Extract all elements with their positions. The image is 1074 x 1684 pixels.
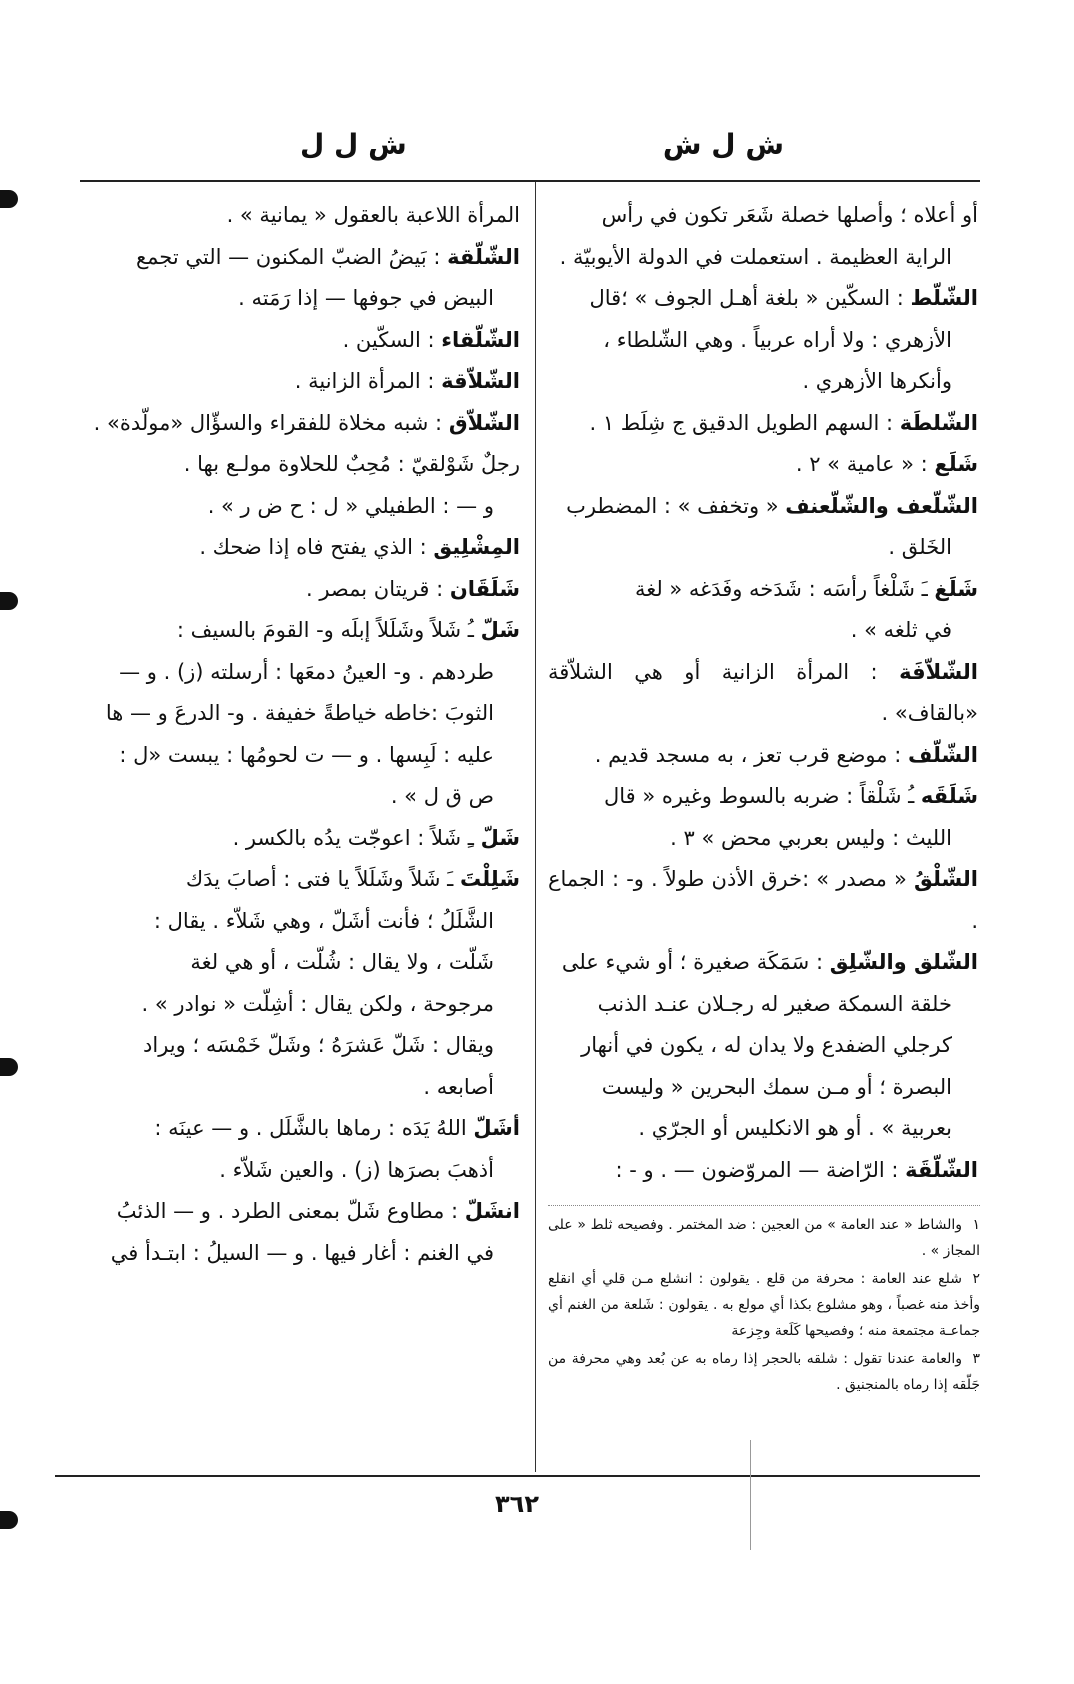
left-column <box>70 195 520 1274</box>
headword: شَلَع <box>934 452 978 476</box>
definition-text: شَلّت ، ولا يقال : شُلّت ، أو هي لغة <box>190 950 494 974</box>
headword: الشّلاّق <box>448 410 520 435</box>
binding-hole-mark <box>0 1058 18 1076</box>
definition-text: : الذي يفتح فاه إذا ضحك . <box>199 535 434 559</box>
entry-line <box>548 320 978 362</box>
definition-text: في الغنم : أغار فيها . و — السيلُ : ابتـدأ في <box>110 1240 494 1265</box>
footnote-text: والشاط « عند العامة » من العجين : ضد المختمر . وفصيحه ثلط « على المجاز » . <box>548 1217 980 1259</box>
headword: الشّلّف <box>907 742 978 767</box>
footnote <box>548 1346 980 1398</box>
definition-text: مرجوحة ، ولكن يقال : أشِلّت « نوادر » . <box>141 991 494 1016</box>
binding-hole-mark <box>0 190 18 208</box>
definition-text: في ثلغه » . <box>850 618 952 642</box>
entry-line <box>70 278 520 320</box>
headword: الشّلّقَة <box>905 1157 978 1182</box>
footnote <box>548 1212 980 1264</box>
entry-line <box>548 403 978 445</box>
definition-text: كرجلي الضفدع ولا يدان له ، يكون في أنهار <box>581 1033 952 1057</box>
entry-line <box>548 195 978 237</box>
entry-line <box>70 776 520 818</box>
entry-line <box>548 942 978 984</box>
headword: الشّلّط <box>910 286 978 310</box>
definition-text: اللهُ يَدَه : رماها بالشَّلَل . و — عينَه : <box>154 1116 474 1140</box>
entry-line <box>548 278 978 320</box>
entry-line <box>70 1108 520 1150</box>
definition-text: رجلٌ شَوْلقيّ : مُحِبٌ للحلاوة مولـع بها . <box>183 452 520 476</box>
definition-text: : بَيضُ الضبّ المكنون — التي تجمع <box>135 244 448 269</box>
definition-text: البصرة ؛ أو مـن سمك البحرين « وليست <box>601 1074 952 1099</box>
entry-line <box>70 859 520 901</box>
definition-text: المرأة اللاعبة بالعقول « يمانية » . <box>226 203 520 227</box>
entry-line <box>70 1025 520 1067</box>
footnote-number: ١ <box>972 1217 980 1233</box>
entry-line <box>70 527 520 569</box>
definition-text: ـَ شَلْغاً رأسَه : شَدَخه وفَدَغه « لغة <box>634 576 935 601</box>
entry-line <box>70 444 520 486</box>
entry-line <box>70 818 520 860</box>
footnote <box>548 1266 980 1344</box>
entry-line <box>70 237 520 279</box>
entry-line <box>70 403 520 445</box>
entry-line <box>70 1150 520 1192</box>
headword: الشّلّعف والشّلّعنف <box>785 493 978 518</box>
definition-text: بعربية » . أو هو الانكليس أو الجرّي . <box>638 1116 952 1140</box>
right-column <box>548 195 978 1191</box>
entry-line <box>70 361 520 403</box>
definition-text: عليه : لَبِسها . و — ت لحومُها : يبست «ل : <box>119 742 494 767</box>
headword: شَلِلْتَ <box>459 867 520 891</box>
entry-line <box>548 444 978 486</box>
entry-line <box>548 527 978 569</box>
entry-line <box>548 610 978 652</box>
entry-line <box>548 984 978 1026</box>
definition-text: الخَلق . <box>888 535 952 559</box>
headword: الشّلق والشّلِق <box>829 950 978 974</box>
entry-line <box>70 1191 520 1233</box>
entry-line <box>70 652 520 694</box>
running-head-left: ش ل ل <box>300 128 407 161</box>
definition-text: الأزهري : ولا أراه عربياً . وهي الشّلطاء ، <box>603 327 952 352</box>
definition-text: ـَ شَلاً وشَلَلاً يا فتى : أصابَ يدَك <box>185 867 460 891</box>
entry-line <box>548 361 978 403</box>
entry-line <box>548 569 978 611</box>
headword: شَلَغ <box>934 576 978 601</box>
binding-hole-mark <box>0 592 18 610</box>
headword: الشّلّقاء <box>441 327 520 352</box>
entry-line <box>70 569 520 611</box>
headword: شَلّ <box>480 618 520 642</box>
entry-line <box>70 984 520 1026</box>
entry-line <box>70 1067 520 1109</box>
headword: المِشْلِيق <box>433 535 520 559</box>
definition-text: : السكّين . <box>342 327 442 352</box>
entry-line <box>548 1025 978 1067</box>
definition-text: : موضع قرب تعز ، به مسجد قديم . <box>594 742 908 767</box>
definition-text: : « عامية » ٢ . <box>795 452 935 476</box>
entry-line <box>70 195 520 237</box>
header-rule <box>80 180 980 182</box>
entry-line <box>548 818 978 860</box>
definition-text: طردهم . و- العينُ دمعَها : أرسلته (ز) . و — <box>119 659 494 684</box>
entry-line <box>548 776 978 818</box>
definition-text: « وتخفف » : المضطرب <box>566 493 786 518</box>
definition-text: الراية العظيمة . استعملت في الدولة الأيوبيّة . <box>559 244 952 269</box>
page-number: ٣٦٢ <box>495 1490 539 1518</box>
binding-hole-mark <box>0 1511 18 1529</box>
footnote-number: ٣ <box>972 1351 980 1367</box>
headword: الشّلطَة <box>899 410 978 435</box>
headword: الشّلْقُ <box>914 867 978 891</box>
entry-line <box>548 486 978 528</box>
definition-text: : السكّين « بلغة أهـل الجوف » ؛قال <box>589 286 911 310</box>
definition-text: ـُ شَلْقاً : ضربه بالسوط وغيره « قال <box>603 784 921 808</box>
entry-line <box>548 1150 978 1192</box>
definition-text: : المرأة الزانية أو هي الشلاّقة «بالقاف» . <box>548 659 978 725</box>
footer-rule <box>55 1475 980 1477</box>
entry-line <box>70 693 520 735</box>
definition-text: الليث : وليس بعربي محض » ٣ . <box>670 825 952 850</box>
footnote-number: ٢ <box>972 1271 980 1287</box>
definition-text: البيض في جوفها — إذا رَمَته . <box>238 286 494 310</box>
entry-line <box>70 942 520 984</box>
entry-line <box>548 859 978 942</box>
definition-text: الشَّلَلُ ؛ فأنت أشَلّ ، وهي شَلاّء . يقال : <box>153 908 494 933</box>
footnote-text: شلع عند العامة : محرفة من قلع . يقولون : انشلع مـن قلي أي انقلع وأخذ منه غصباً ، وهو مشلوع بكذا أي مولع به . يقولون : شَلعة من الغنم أي جماعـة مجتمعة منه ؛ وفصيحها كَلَعة وجِزعة <box>548 1271 980 1339</box>
entry-line <box>548 652 978 735</box>
definition-text: : سَمَكَة صغيرة ؛ أو شيء على <box>561 950 830 974</box>
headword: شَلَقَه <box>920 784 978 808</box>
definition-text: أو أعلاه ؛ وأصلها خصلة شَعَر تكون في رأس <box>601 203 978 227</box>
running-head-right: ش ل ش <box>662 128 784 161</box>
definition-text: ـُ شَلاً وشَلَلاً إبلَه و- القومَ بالسيف : <box>176 618 481 642</box>
definition-text: الثوبَ :خاطه خياطةً خفيفة . و- الدرعَ و — ها <box>105 701 494 725</box>
headword: الشّلّقة <box>447 244 520 269</box>
definition-text: ـِ شَلاً : اعوجّت يدُه بالكسر . <box>232 825 481 850</box>
headword: انشَلّ <box>464 1199 520 1223</box>
entry-line <box>548 1108 978 1150</box>
definition-text: : شبه مخلاة للفقراء والسؤّال «مولّدة» . <box>93 410 449 435</box>
definition-text: وأنكرها الأزهري . <box>802 369 952 393</box>
headword: شَلَقَان <box>449 576 520 601</box>
entry-line <box>70 1233 520 1275</box>
footnote-text: والعامة عندنا تقول : شلقه بالحجر إذا رماه به عن بُعد وهي محرفة من جَلّقه إذا رماه بالمنجنيق . <box>548 1351 980 1393</box>
entry-line <box>70 320 520 362</box>
column-divider <box>535 182 536 1472</box>
definition-text: أذهبَ بصرَها (ز) . والعين شَلاّء . <box>219 1157 494 1182</box>
entry-line <box>548 237 978 279</box>
entry-line <box>548 1067 978 1109</box>
entry-line <box>70 486 520 528</box>
definition-text: : مطاوع شَلّ بمعنى الطرد . و — الذئبُ <box>116 1199 465 1223</box>
footnotes <box>548 1205 980 1400</box>
headword: الشّلاّفَة <box>899 659 978 684</box>
entry-line <box>548 735 978 777</box>
definition-text: : السهم الطويل الدقيق ج شِلَط ١ . <box>589 410 900 435</box>
definition-text: و — : الطفيلي « ل : ح ض ر » . <box>207 493 494 518</box>
definition-text: ويقال : شَلّ عَشرَهُ ؛ وشَلّ خَمْسَه ؛ ويراد <box>143 1033 494 1057</box>
definition-text: : الرّاضة — المروّضون — . و - : <box>615 1157 906 1182</box>
definition-text: أصابعه . <box>423 1074 494 1099</box>
headword: الشّلاّقة <box>441 369 520 393</box>
headword: أشَلّ <box>473 1116 520 1140</box>
headword: شَلّ <box>480 825 520 850</box>
definition-text: خلقة السمكة صغير له رجـلان عنـد الذنب <box>597 991 952 1016</box>
entry-line <box>70 610 520 652</box>
definition-text: : قريتان بمصر . <box>305 576 450 601</box>
definition-text: ص ق ل » . <box>390 784 494 808</box>
definition-text: : المرأة الزانية . <box>294 369 442 393</box>
entry-line <box>70 735 520 777</box>
definition-text: « مصدر » :خرق الأذن طولاً . و- : الجماع . <box>548 867 978 933</box>
entry-line <box>70 901 520 943</box>
